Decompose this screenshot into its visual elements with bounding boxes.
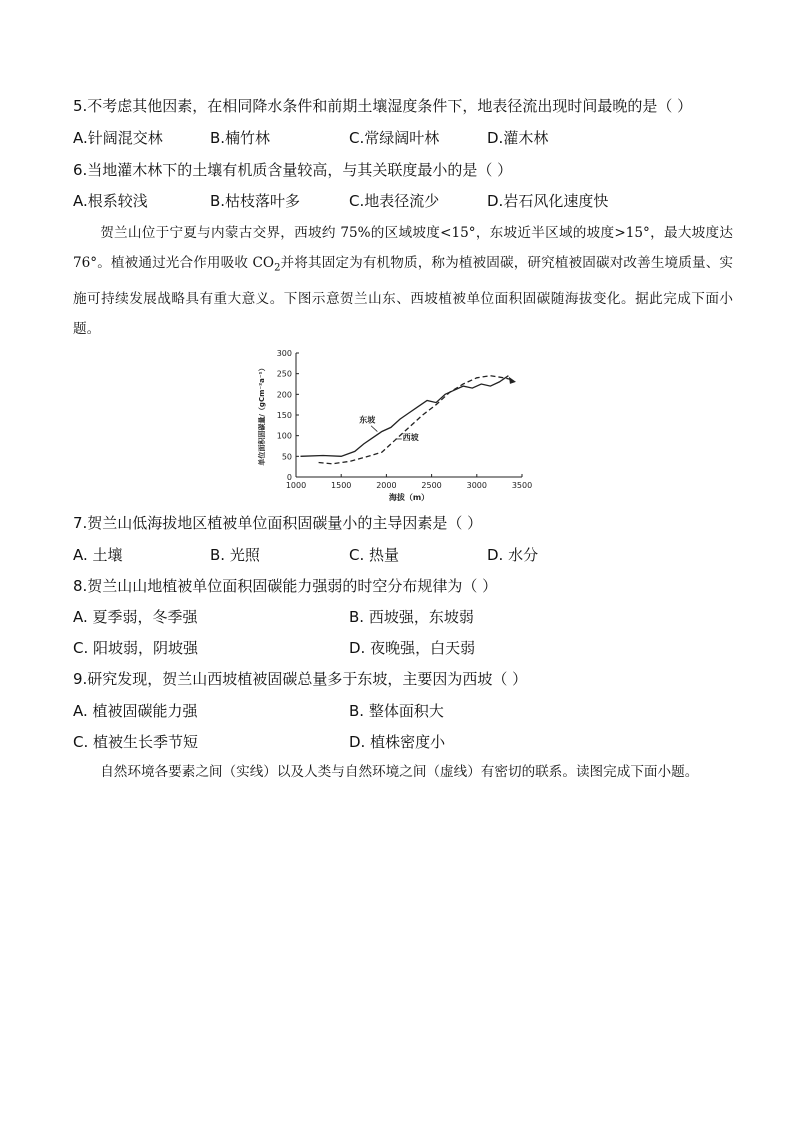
q6-option-b: B.枯枝落叶多	[210, 192, 301, 210]
y-tick-label: 100	[276, 431, 292, 441]
x-tick-label: 2000	[376, 481, 397, 490]
y-tick-label: 0	[286, 473, 292, 482]
q7-option-c: C. 热量	[349, 546, 400, 564]
q9-option-d: D. 植株密度小	[349, 733, 446, 751]
passage-environment-text: 自然环境各要素之间（实线）以及人类与自然环境之间（虚线）有密切的联系。读图完成下面小题。	[100, 764, 699, 780]
passage-subscript: 2	[274, 262, 281, 274]
q9-option-a: A. 植被固碳能力强	[73, 702, 198, 720]
x-tick-label: 3500	[511, 481, 533, 490]
q8-option-c: C. 阳坡弱，阴坡强	[73, 639, 199, 657]
x-tick-label: 1500	[331, 481, 352, 490]
q8-stem: 8.贺兰山山地植被单位面积固碳能力强弱的时空分布规律为（ ）	[73, 577, 498, 595]
x-tick-label: 2500	[421, 481, 442, 490]
annotation-west: 西坡	[402, 433, 419, 443]
series-line-west	[319, 376, 513, 464]
q9-option-b: B. 整体面积大	[349, 702, 444, 720]
y-axis-label: 单位面积固碳量/（gCm⁻²a⁻¹）	[258, 364, 266, 466]
y-tick-label: 250	[276, 369, 292, 379]
passage-part1: 贺兰山位于宁夏与内蒙古交界，西坡约 75%的区域坡度<15°，东坡近半区域的坡度>15°，最大坡度达 76°。植被通过光合作用吸收 CO	[73, 225, 733, 271]
q5-option-a: A.针阔混交林	[73, 129, 163, 147]
q7-stem: 7.贺兰山低海拔地区植被单位面积固碳量小的主导因素是（ ）	[73, 514, 483, 532]
q5-option-d: D.灌木林	[487, 129, 549, 147]
q6-option-d: D.岩石风化速度快	[487, 192, 609, 210]
carbon-chart-svg	[252, 343, 542, 503]
passage-helanshan	[73, 218, 733, 344]
annotation-east-pointer	[371, 426, 377, 432]
series-arrowhead	[509, 377, 516, 384]
y-tick-label: 150	[276, 411, 292, 420]
y-tick-label: 300	[276, 349, 292, 358]
y-tick-label: 50	[281, 452, 292, 462]
series-line-east	[301, 376, 509, 457]
y-tick-label: 200	[276, 390, 292, 400]
q9-stem: 9.研究发现，贺兰山西坡植被固碳总量多于东坡，主要因为西坡（ ）	[73, 670, 528, 688]
passage-part2: 并将其固定为有机物质，称为植被固碳，研究植被固碳对改善生境质量、实施可持续发展战略具有重大意义。下图示意贺兰山东、西坡植被单位面积固碳随海拔变化。据此完成下面小题。	[73, 255, 733, 337]
x-tick-label: 3000	[466, 481, 487, 490]
carbon-chart	[252, 343, 542, 503]
q8-option-a: A. 夏季弱，冬季强	[73, 608, 198, 626]
x-tick-label: 1000	[285, 481, 307, 490]
q7-option-a: A. 土壤	[73, 546, 123, 564]
q5-option-c: C.常绿阔叶林	[349, 129, 440, 147]
q6-option-a: A.根系较浅	[73, 192, 148, 210]
q7-option-d: D. 水分	[487, 546, 539, 564]
q8-option-d: D. 夜晚强，白天弱	[349, 639, 476, 657]
x-axis-label: 海拔（m）	[388, 493, 430, 502]
q7-option-b: B. 光照	[210, 546, 260, 564]
q9-option-c: C. 植被生长季节短	[73, 733, 199, 751]
q6-option-c: C.地表径流少	[349, 192, 440, 210]
annotation-east: 东坡	[359, 415, 376, 425]
q6-stem: 6.当地灌木林下的土壤有机质含量较高，与其关联度最小的是（ ）	[73, 161, 513, 179]
q5-stem: 5.不考虑其他因素，在相同降水条件和前期土壤湿度条件下，地表径流出现时间最晚的是（ ）	[73, 97, 693, 115]
passage-environment	[73, 757, 733, 787]
q8-option-b: B. 西坡强，东坡弱	[349, 608, 474, 626]
q5-option-b: B.楠竹林	[210, 129, 271, 147]
